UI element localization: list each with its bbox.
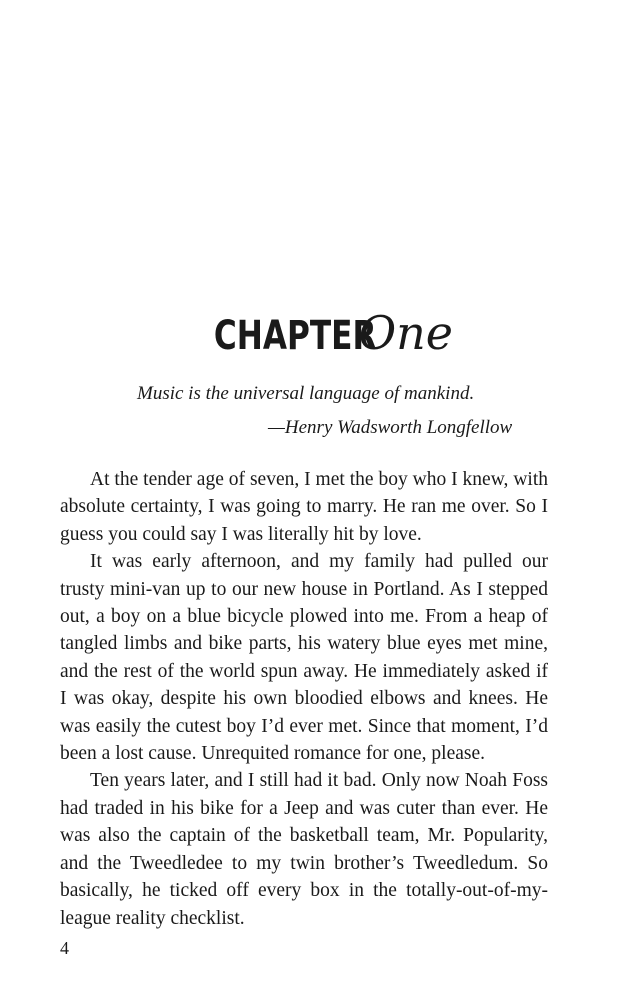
chapter-heading [0,306,621,360]
page-number: 4 [60,938,69,958]
epigraph-quote: Music is the universal language of mankind. [137,383,475,404]
chapter-number: One [358,306,454,360]
paragraph: At the tender age of seven, I met the boy who I knew, with absolute certainty, I was going to marry. He ran me over. So I guess you could say I was literally hit by love. [60,469,548,545]
paragraph: Ten years later, and I still had it bad. Only now Noah Foss had traded in his bike for a Jeep and was cuter than ever. He was also the captain of the basketball team, Mr. Popularity, and the Tweedledee to my twin brother’s Tweedledum. So basically, he ticked off every box in the totally-out-of-my-league reality checklist. [60,770,548,929]
chapter-label: CHAPTER [213,313,377,359]
epigraph-attribution: —Henry Wadsworth Longfellow [268,417,513,438]
paragraph: It was early afternoon, and my family had pulled our trusty mini-van up to our new house in Portland. As I stepped out, a boy on a blue bicycle plowed into me. From a heap of tangled limbs and bike parts, his watery blue eyes met mine, and the rest of the world spun away. He immediately asked if I was okay, despite his own bloodied elbows and knees. He was easily the cutest boy I’d ever met. Since that moment, I’d been a lost cause. Unrequited romance for one, please. [60,551,548,765]
chapter-body [60,466,548,932]
